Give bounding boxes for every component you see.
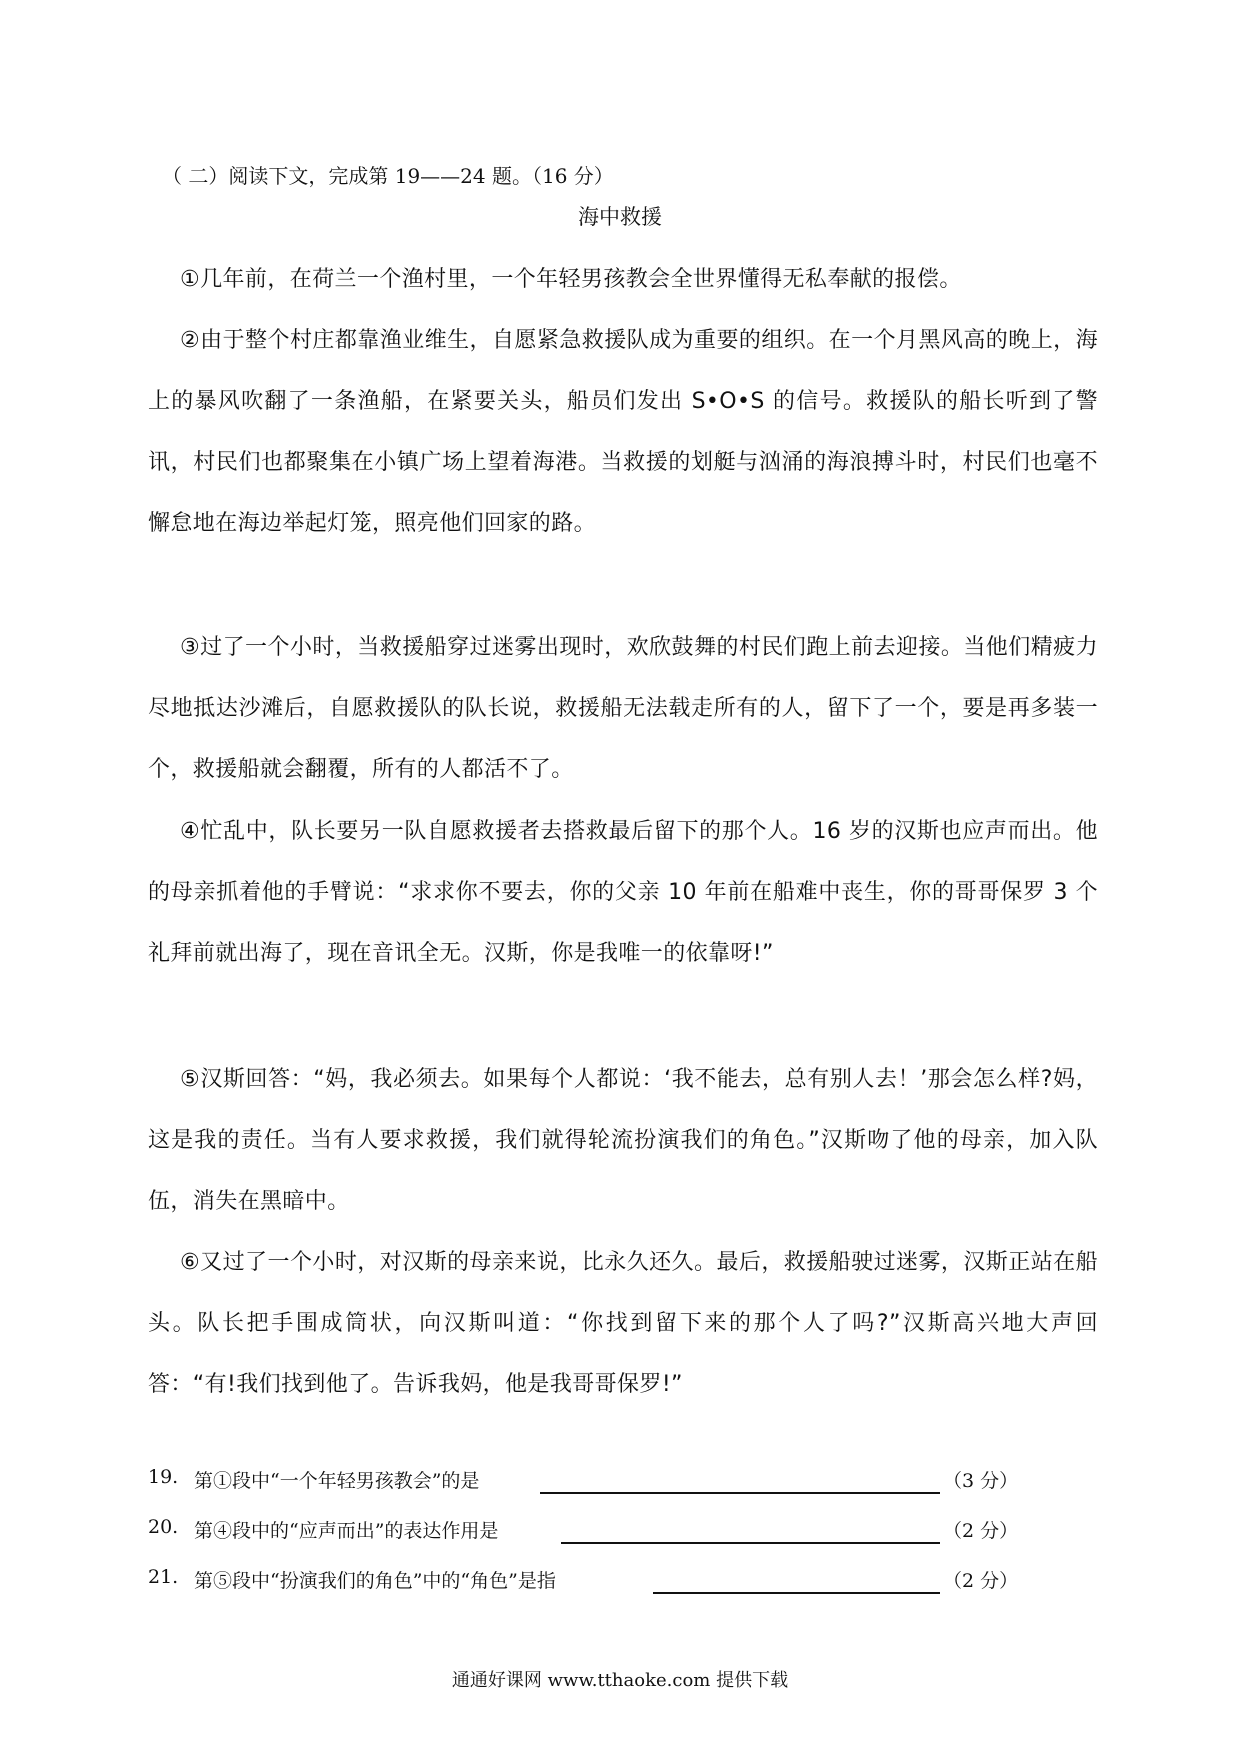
article-paragraph-5: ⑤汉斯回答：“妈，我必须去。如果每个人都说：‘我不能去，总有别人去！’那会怎么样?妈，这是我的责任。当有人要求救援，我们就得轮流扮演我们的角色。”汉斯吻了他的母亲，加入队伍，消失在黑暗中。 bbox=[148, 1067, 1098, 1214]
question-number: 20. bbox=[148, 1516, 179, 1538]
question-text: 第⑤段中“扮演我们的角色”中的“角色”是指 bbox=[194, 1570, 556, 1592]
article-paragraph-6: ⑥又过了一个小时，对汉斯的母亲来说，比永久还久。最后，救援船驶过迷雾，汉斯正站在船头。队长把手围成筒状，向汉斯叫道：“你找到留下来的那个人了吗?”汉斯高兴地大声回答：“有!我们找到他了。告诉我妈，他是我哥哥保罗!” bbox=[148, 1250, 1098, 1397]
question-text: 第④段中的“应声而出”的表达作用是 bbox=[194, 1520, 499, 1542]
question-20 bbox=[148, 1516, 1018, 1548]
question-19 bbox=[148, 1466, 1018, 1498]
page-footer: 通通好课网 www.tthaoke.com 提供下载 bbox=[451, 1670, 789, 1691]
question-text: 第①段中“一个年轻男孩教会”的是 bbox=[194, 1470, 480, 1492]
question-points: （2 分） bbox=[943, 1570, 1019, 1592]
answer-blank-line[interactable] bbox=[653, 1592, 940, 1594]
question-number: 21. bbox=[148, 1566, 179, 1588]
question-number: 19. bbox=[148, 1466, 179, 1488]
question-points: （2 分） bbox=[943, 1520, 1019, 1542]
question-points: （3 分） bbox=[943, 1470, 1019, 1492]
answer-blank-line[interactable] bbox=[540, 1492, 940, 1494]
article-paragraph-3: ③过了一个小时，当救援船穿过迷雾出现时，欢欣鼓舞的村民们跑上前去迎接。当他们精疲力尽地抵达沙滩后，自愿救援队的队长说，救援船无法载走所有的人，留下了一个，要是再多装一个，救援船就会翻覆，所有的人都活不了。 bbox=[148, 635, 1098, 782]
answer-blank-line[interactable] bbox=[561, 1542, 940, 1544]
question-21 bbox=[148, 1566, 1018, 1598]
article-paragraph-4: ④忙乱中，队长要另一队自愿救援者去搭救最后留下的那个人。16 岁的汉斯也应声而出。他的母亲抓着他的手臂说：“求求你不要去，你的父亲 10 年前在船难中丧生，你的哥哥保罗 3 个礼拜前就出海了，现在音讯全无。汉斯，你是我唯一的依靠呀!” bbox=[148, 819, 1098, 966]
article-paragraph-2: ②由于整个村庄都靠渔业维生，自愿紧急救援队成为重要的组织。在一个月黑风高的晚上，海上的暴风吹翻了一条渔船，在紧要关头，船员们发出 S•O•S 的信号。救援队的船长听到了警讯，村民们也都聚集在小镇广场上望着海港。当救援的划艇与汹涌的海浪搏斗时，村民们也毫不懈怠地在海边举起灯笼，照亮他们回家的路。 bbox=[148, 328, 1098, 536]
article-title: 海中救援 bbox=[578, 205, 662, 229]
section-heading: （ 二）阅读下文，完成第 19——24 题。（16 分） bbox=[162, 164, 614, 188]
article-paragraph-1: ①几年前，在荷兰一个渔村里，一个年轻男孩教会全世界懂得无私奉献的报偿。 bbox=[180, 267, 962, 292]
